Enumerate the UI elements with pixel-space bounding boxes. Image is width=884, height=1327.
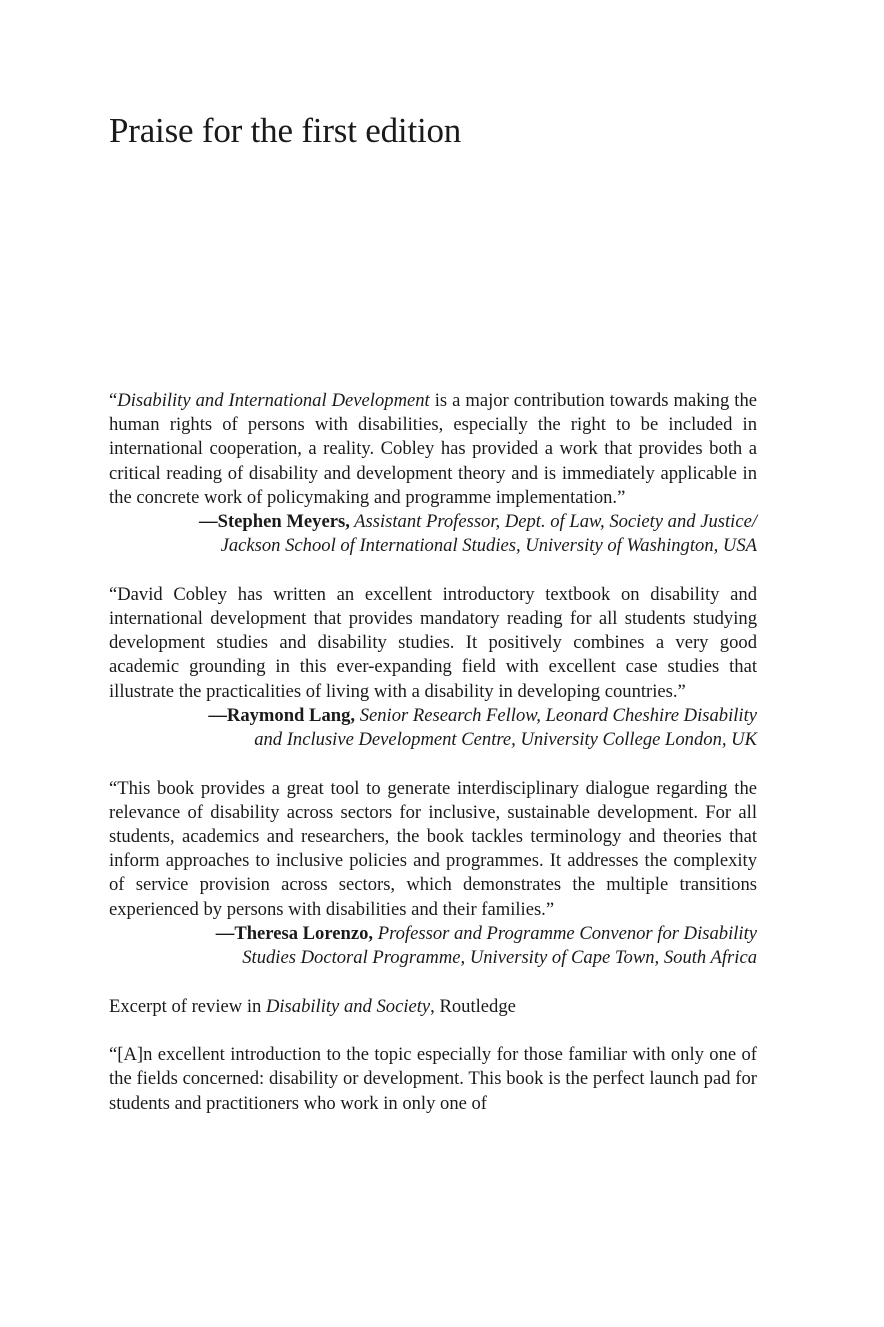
page-heading: Praise for the first edition [109,111,462,150]
book-title: Disability and International Development [117,390,430,411]
endorser-affiliation-line2: and Inclusive Development Centre, University College London, UK [254,729,757,751]
endorser-affiliation-line2: Jackson School of International Studies, University of Washington, USA [220,535,757,557]
quote-open-mark: “ [109,390,118,411]
endorsement-1 [109,389,757,558]
endorser-affiliation-line1: Professor and Programme Convenor for Disability [377,922,757,944]
endorsements-column [109,389,757,1116]
endorser-name: —Raymond Lang, [208,704,356,726]
review-prefix: Excerpt of review in [109,995,266,1017]
journal-title: Disability and Society [265,995,431,1017]
review-excerpt-quote: “[A]n excellent introduction to the topic especially for those familiar with only one of the fields concerned: disability or development. This book is the perfect launch pad for students and practitioners who work in only one of [109,1044,757,1114]
quote-text: is a major contribution towards making the human rights of persons with disabilities, especially the right to be included in international cooperation, a reality. Cobley has provided a work that provides both a critical reading of disability and development theory and is immediately applicable in the concrete work of policymaking and programme implementation.” [109,390,757,508]
endorsement-3 [109,777,757,971]
endorsement-2 [109,583,757,752]
endorsement-2-attribution [109,704,757,752]
endorser-affiliation-line1: Assistant Professor, Dept. of Law, Society and Justice/ [354,511,757,533]
review-excerpt-source [109,995,757,1019]
endorser-affiliation-line1: Senior Research Fellow, Leonard Cheshire Disability [359,704,757,726]
endorser-name: —Stephen Meyers, [199,511,350,533]
endorser-name: —Theresa Lorenzo, [215,922,374,944]
endorsement-3-attribution [109,922,757,970]
review-suffix: , Routledge [430,995,516,1017]
endorsement-2-quote: “David Cobley has written an excellent introductory textbook on disability and international development that provides mandatory reading for all students studying development studies and disability studies. It positively combines a very good academic grounding in this ever-expanding field with excellent case studies that illustrate the practicalities of living with a disability in developing countries.” [109,583,757,702]
endorsement-1-quote [109,389,757,510]
endorsement-1-attribution [109,510,757,558]
endorsement-3-quote: “This book provides a great tool to generate interdisciplinary dialogue regarding the relevance of disability across sectors for inclusive, sustainable development. For all students, academics and researchers, the book tackles terminology and theories that inform approaches to inclusive policies and programmes. It addresses the complexity of service provision across sectors, which demonstrates the multiple transitions experienced by persons with disabilities and their families.” [109,777,757,920]
endorser-affiliation-line2: Studies Doctoral Programme, University of Cape Town, South Africa [242,947,757,969]
